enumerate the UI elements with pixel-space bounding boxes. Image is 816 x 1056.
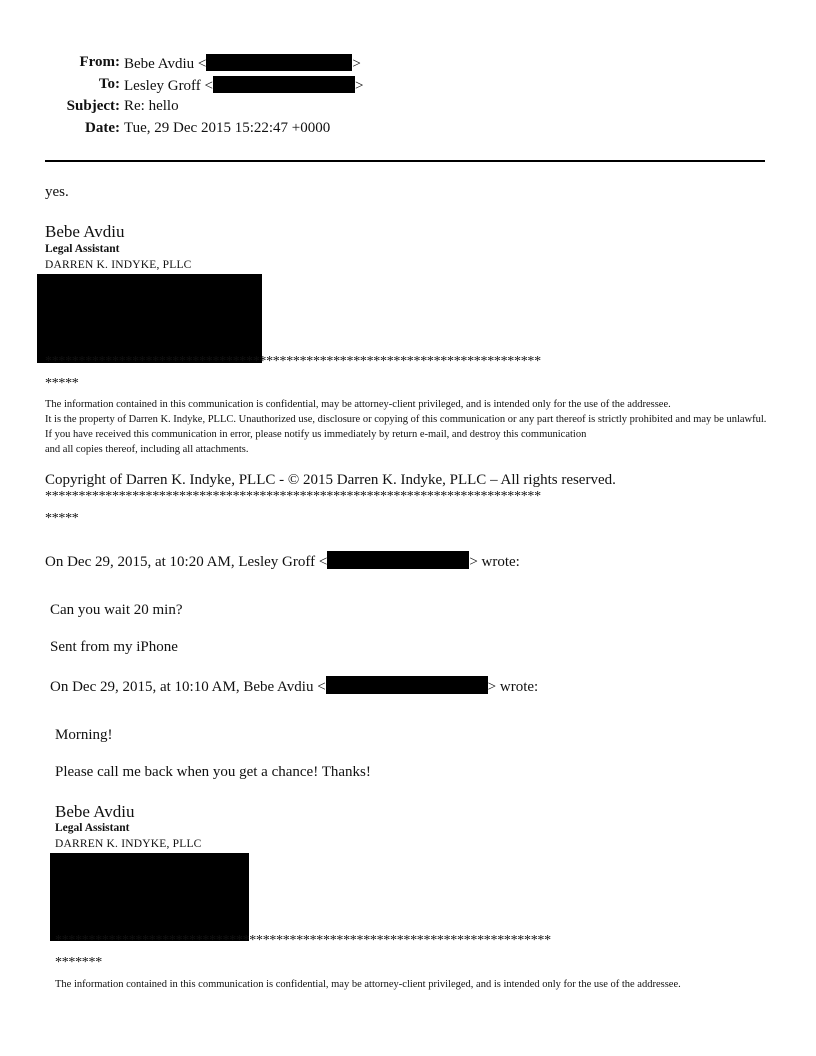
- quote-intro-text: On Dec 29, 2015, at 10:20 AM, Lesley Groff <: [45, 554, 328, 570]
- to-label: To:: [98, 76, 120, 92]
- separator-stars-short: *****: [45, 376, 79, 391]
- separator-stars: **************************************************************************: [55, 933, 551, 948]
- redaction-box: [206, 54, 352, 71]
- subject-label: Subject:: [66, 98, 120, 114]
- redaction-box: [37, 274, 262, 363]
- disclaimer-line: and all copies thereof, including all attachments.: [45, 444, 249, 455]
- quote-intro-suffix: > wrote:: [469, 554, 520, 570]
- redaction-box: [213, 76, 355, 93]
- from-label: From:: [79, 54, 120, 70]
- to-value: [124, 76, 363, 95]
- quote-body: Can you wait 20 min?: [50, 602, 183, 618]
- quote-greeting: Morning!: [55, 727, 113, 743]
- from-name: Bebe Avdiu <: [124, 56, 207, 72]
- header-divider: [45, 160, 765, 162]
- redaction-box: [327, 551, 469, 569]
- separator-stars-short: *******: [55, 955, 102, 970]
- disclaimer-line: The information contained in this communication is confidential, may be attorney-client privileged, and is intended only for the use of the addressee.: [45, 399, 671, 410]
- date-label: Date:: [85, 120, 120, 136]
- redaction-box: [50, 853, 249, 941]
- sent-from: Sent from my iPhone: [50, 639, 178, 655]
- signature-firm: DARREN K. INDYKE, PLLC: [45, 259, 192, 271]
- disclaimer-text: [45, 397, 769, 457]
- signature-name: Bebe Avdiu: [45, 222, 125, 241]
- quote-intro: [45, 551, 520, 571]
- quote-body: Please call me back when you get a chance! Thanks!: [55, 764, 371, 780]
- copyright-notice: Copyright of Darren K. Indyke, PLLC - © 2015 Darren K. Indyke, PLLC – All rights reserved.: [45, 472, 616, 488]
- signature-name: Bebe Avdiu: [55, 802, 135, 821]
- redaction-box: [326, 676, 488, 694]
- date-value: Tue, 29 Dec 2015 15:22:47 +0000: [124, 120, 331, 136]
- subject-value: Re: hello: [124, 98, 179, 114]
- signature-title: Legal Assistant: [45, 243, 120, 255]
- quote-intro-suffix: > wrote:: [487, 679, 539, 695]
- disclaimer-text: The information contained in this communication is confidential, may be attorney-client privileged, and is intended only for the use of the addressee.: [55, 979, 681, 990]
- separator-stars-short: *****: [45, 511, 79, 526]
- separator-stars: **************************************************************************: [45, 354, 541, 369]
- disclaimer-line: It is the property of Darren K. Indyke, PLLC. Unauthorized use, disclosure or copying of this communication or any part thereof is strictly prohibited and may be unlawful. If you have received this communication in error, please notify us immediately by return e-mail, and destroy this communication: [45, 414, 767, 440]
- quote-intro: [50, 676, 538, 696]
- signature-title: Legal Assistant: [55, 822, 130, 834]
- separator-stars: **************************************************************************: [45, 489, 541, 504]
- signature-firm: DARREN K. INDYKE, PLLC: [55, 838, 202, 850]
- reply-body: yes.: [45, 184, 69, 200]
- quote-intro-text: On Dec 29, 2015, at 10:10 AM, Bebe Avdiu <: [50, 679, 326, 695]
- to-close-bracket: >: [355, 78, 364, 94]
- from-close-bracket: >: [352, 56, 361, 72]
- to-name: Lesley Groff <: [124, 78, 213, 94]
- from-value: [124, 54, 361, 73]
